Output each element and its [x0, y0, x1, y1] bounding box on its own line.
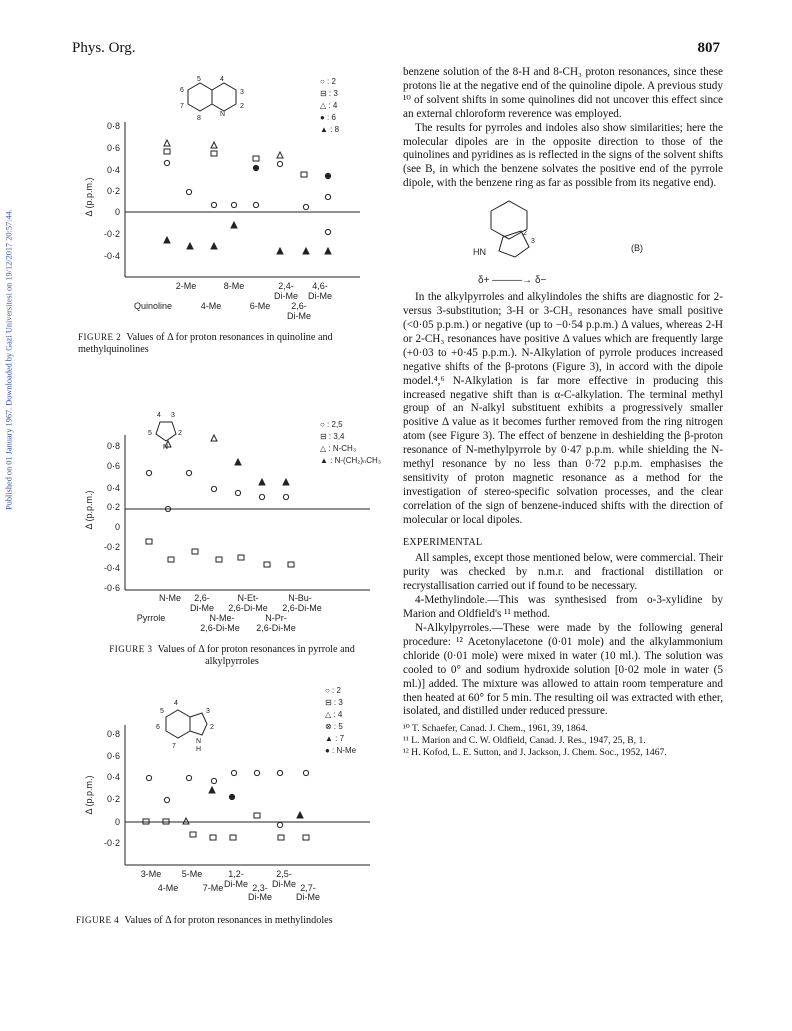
quinoline-structure — [180, 76, 244, 122]
svg-text:N: N — [220, 111, 226, 118]
ytick: 0·4 — [106, 772, 120, 782]
figure-4-caption: FIGURE 4 Values of Δ for proton resonances in methylindoles — [76, 915, 333, 926]
y-axis-label: Δ (p.p.m.) — [84, 775, 94, 815]
journal-title: Phys. Org. — [72, 40, 136, 56]
x-label: 2,5- — [276, 869, 292, 879]
svg-text:H: H — [196, 746, 202, 753]
legend-entry: ○ : 2 — [325, 686, 341, 695]
indole-structure — [156, 700, 214, 753]
x-label: Di-Me — [190, 603, 214, 613]
x-label: Di-Me — [224, 879, 248, 889]
svg-text:HN: HN — [473, 247, 486, 258]
svg-text:4: 4 — [157, 412, 161, 419]
right-column — [403, 66, 723, 759]
x-label: 8-Me — [223, 281, 245, 291]
svg-text:N: N — [196, 738, 202, 745]
paragraph: In the alkylpyrroles and alkylindoles the shifts are diagnostic for 2- versus 3-substitution; 3-H or 3-CH₃ resonances have small positive (<0·05 p.p.m.) or negative (up to −0·54 p.p.m.) Δ values, whereas 2-H or 2-CH₃ resonances have positive Δ values which are frequently large (+0·03 to +0·45 p.p.m.). N-Alkylation of pyrrole produces increased negative shifts of the β-protons (Figure 3), in accord with the dipole model.⁴,⁶ N-Alkylation is far more effective in producing this increased negative shift than is α-C-alkylation. The terminal methyl group of an N-alkyl substituent exhibits a progressively smaller positive Δ value as it becomes further removed from the ring nitrogen atom (see Figure 3). The effect of benzene in deshielding the β-proton resonance of N-methylpyrrole by 0·47 p.p.m. while shielding the N-methyl resonance by no less than 0·72 p.p.m. emphasises the sensitivity of proton magnetic resonance as a method for the investigation of stereo-specific solvation processes, and the clear correlation of the sign of benzene-induced shifts with the direction of molecular or local dipoles. — [403, 291, 723, 526]
svg-text:2: 2 — [523, 230, 527, 238]
legend-entry: ● : 6 — [320, 113, 336, 122]
svg-text:4: 4 — [220, 76, 224, 83]
legend-entry: ▲ : 8 — [320, 125, 340, 134]
x-label: Di-Me — [272, 879, 296, 889]
svg-text:2: 2 — [178, 430, 182, 437]
reference: ¹⁰ T. Schaefer, Canad. J. Chem., 1961, 39, 1864. — [403, 723, 588, 735]
legend-entry: ⊟ : 3 — [320, 89, 338, 98]
ytick: -0·2 — [103, 229, 120, 239]
ytick: 0·6 — [106, 143, 120, 153]
x-label: Pyrrole — [136, 613, 166, 623]
svg-text:3: 3 — [206, 708, 210, 715]
figure-2-plot — [70, 72, 390, 332]
x-label: 2,3- — [252, 883, 268, 893]
legend-entry: ○ : 2,5 — [320, 420, 343, 429]
x-label: Di-Me — [308, 291, 332, 301]
legend-entry: △ : N-CH₃ — [320, 444, 357, 453]
ytick: 0·8 — [106, 121, 120, 131]
svg-text:7: 7 — [180, 103, 184, 110]
svg-text:3: 3 — [531, 238, 535, 246]
ytick: -0·4 — [103, 563, 120, 573]
x-label: 2,6- — [194, 593, 210, 603]
y-axis-label: Δ (p.p.m.) — [84, 177, 94, 217]
legend-entry: ▲ : N-(CH₂)ₙCH₃ — [320, 456, 382, 465]
svg-text:3: 3 — [171, 412, 175, 419]
figure-4-legend — [325, 686, 357, 755]
legend-entry: ▲ : 7 — [325, 734, 345, 743]
ytick: -0·2 — [103, 838, 120, 848]
ytick: 0 — [114, 522, 120, 532]
ytick: 0 — [114, 817, 120, 827]
svg-text:N: N — [163, 444, 169, 451]
svg-text:6: 6 — [180, 87, 184, 94]
pyrrole-benzene-diagram — [403, 191, 723, 291]
ytick: 0·8 — [106, 441, 120, 451]
legend-entry: ⊗ : 5 — [325, 722, 343, 731]
section-heading: EXPERIMENTAL — [403, 536, 483, 548]
x-label: 3-Me — [140, 869, 162, 879]
ytick: 0·4 — [106, 483, 120, 493]
references — [403, 723, 723, 759]
paragraph: The results for pyrroles and indoles also show similarities; here the molecular dipoles are in the opposite direction to those of the quinolines and pyridines as is reflected in the signs of the solvent shifts (see B, in which the benzene solvates the positive end of the pyrrole dipole, with the benzene ring as far as possible from its negative end). — [403, 121, 723, 190]
x-label: 2,6-Di-Me — [256, 623, 296, 633]
x-label: 4,6- — [312, 281, 328, 291]
figure-2-legend — [320, 77, 340, 134]
x-label: Di-Me — [248, 892, 272, 902]
svg-text:3: 3 — [240, 89, 244, 96]
ytick: 0·4 — [106, 165, 120, 175]
x-label: 2,6- — [291, 301, 307, 311]
x-label: N-Bu- — [288, 593, 312, 603]
paragraph: 4-Methylindole.—This was synthesised from o-3-xylidine by Marion and Oldfield's ¹¹ method. — [403, 594, 723, 621]
x-label: 2,6-Di-Me — [228, 603, 268, 613]
svg-text:4: 4 — [174, 700, 178, 707]
figure-4-plot — [70, 685, 390, 915]
figure-2-caption: FIGURE 2 Values of Δ for proton resonances in quinoline and methylquinolines — [78, 332, 333, 355]
x-label: 4-Me — [157, 883, 179, 893]
ytick: 0·2 — [106, 502, 120, 512]
ytick: 0 — [114, 207, 120, 217]
x-label: 7-Me — [202, 883, 224, 893]
x-label: 2,6-Di-Me — [200, 623, 240, 633]
legend-entry: ○ : 2 — [320, 77, 336, 86]
dipole-arrow: δ+ ———→ δ− — [478, 275, 547, 287]
ytick: -0·2 — [103, 542, 120, 552]
ytick: -0·6 — [103, 583, 120, 593]
ytick: 0·2 — [106, 794, 120, 804]
ytick: 0·2 — [106, 186, 120, 196]
x-label: 6-Me — [249, 301, 271, 311]
paragraph: N-Alkylpyrroles.—These were made by the following general procedure: ¹² Acetonylacetone (0·01 mole) and the alkylammonium chloride (0·01 mole) were mixed in water (10 ml.). The solution was cooled to 0° and sodium hydroxide solution [0·02 mole in water (5 ml.)] added. The mixture was allowed to attain room temperature and then heated at 60° for 5 min. The resulting oil was extracted with ether, isolated, and distilled under reduced pressure. — [403, 622, 723, 718]
svg-text:5: 5 — [148, 430, 152, 437]
legend-entry: ⊟ : 3,4 — [320, 432, 345, 441]
x-label: N-Et- — [237, 593, 259, 603]
x-label: N-Pr- — [265, 613, 287, 623]
figure-3-plot — [70, 405, 390, 640]
x-label: Di-Me — [274, 291, 298, 301]
reference: ¹² H. Kofod, L. E. Sutton, and J. Jackson, J. Chem. Soc., 1952, 1467. — [403, 747, 667, 759]
legend-entry: △ : 4 — [320, 101, 338, 110]
scheme-b — [403, 191, 723, 291]
x-label: Quinoline — [133, 301, 173, 311]
legend-entry: △ : 4 — [325, 710, 343, 719]
x-label: Di-Me — [296, 892, 320, 902]
x-label: 5-Me — [181, 869, 203, 879]
scheme-label: (B) — [631, 243, 643, 254]
svg-text:2: 2 — [240, 103, 244, 110]
x-label: 1,2- — [228, 869, 244, 879]
paragraph: benzene solution of the 8-H and 8-CH₃ proton resonances, since these protons lie at the negative end of the quinoline dipole. A previous study ¹⁰ of solvent shifts in some quinolines did not uncover this effect since an external chloroform reverence was employed. — [403, 66, 723, 120]
page-number: 807 — [697, 40, 720, 56]
svg-text:7: 7 — [172, 743, 176, 750]
pyrrole-structure — [148, 412, 182, 451]
y-axis-label: Δ (p.p.m.) — [84, 490, 94, 530]
legend-entry: ⊟ : 3 — [325, 698, 343, 707]
svg-text:6: 6 — [156, 724, 160, 731]
x-label: 2,6-Di-Me — [282, 603, 322, 613]
ytick: 0·6 — [106, 751, 120, 761]
svg-text:5: 5 — [197, 76, 201, 83]
reference: ¹¹ L. Marion and C. W. Oldfield, Canad. J. Res., 1947, 25, B, 1. — [403, 735, 646, 747]
x-label: 2,4- — [278, 281, 294, 291]
legend-entry: ● : N-Me — [325, 746, 357, 755]
ytick: -0·4 — [103, 251, 120, 261]
download-note: Published on 01 January 1967. Downloaded by Gazi Universitesi on 19/12/2017 20:57:44. — [4, 209, 14, 510]
svg-text:5: 5 — [160, 708, 164, 715]
svg-text:2: 2 — [210, 724, 214, 731]
x-label: Di-Me — [287, 311, 311, 321]
svg-text:8: 8 — [197, 115, 201, 122]
ytick: 0·6 — [106, 461, 120, 471]
figure-3-caption: FIGURE 3 Values of Δ for proton resonances in pyrrole and alkylpyrroles — [109, 644, 355, 667]
x-label: 4-Me — [200, 301, 222, 311]
figure-3-legend — [320, 420, 381, 465]
paragraph: All samples, except those mentioned below, were commercial. Their purity was checked by n.m.r. and fractional distillation or recrystallisation carried out if found to be necessary. — [403, 552, 723, 593]
x-label: 2-Me — [175, 281, 197, 291]
x-label: 2,7- — [300, 883, 316, 893]
x-label: N-Me- — [209, 613, 235, 623]
x-label: N-Me — [159, 593, 181, 603]
ytick: 0·8 — [106, 729, 120, 739]
